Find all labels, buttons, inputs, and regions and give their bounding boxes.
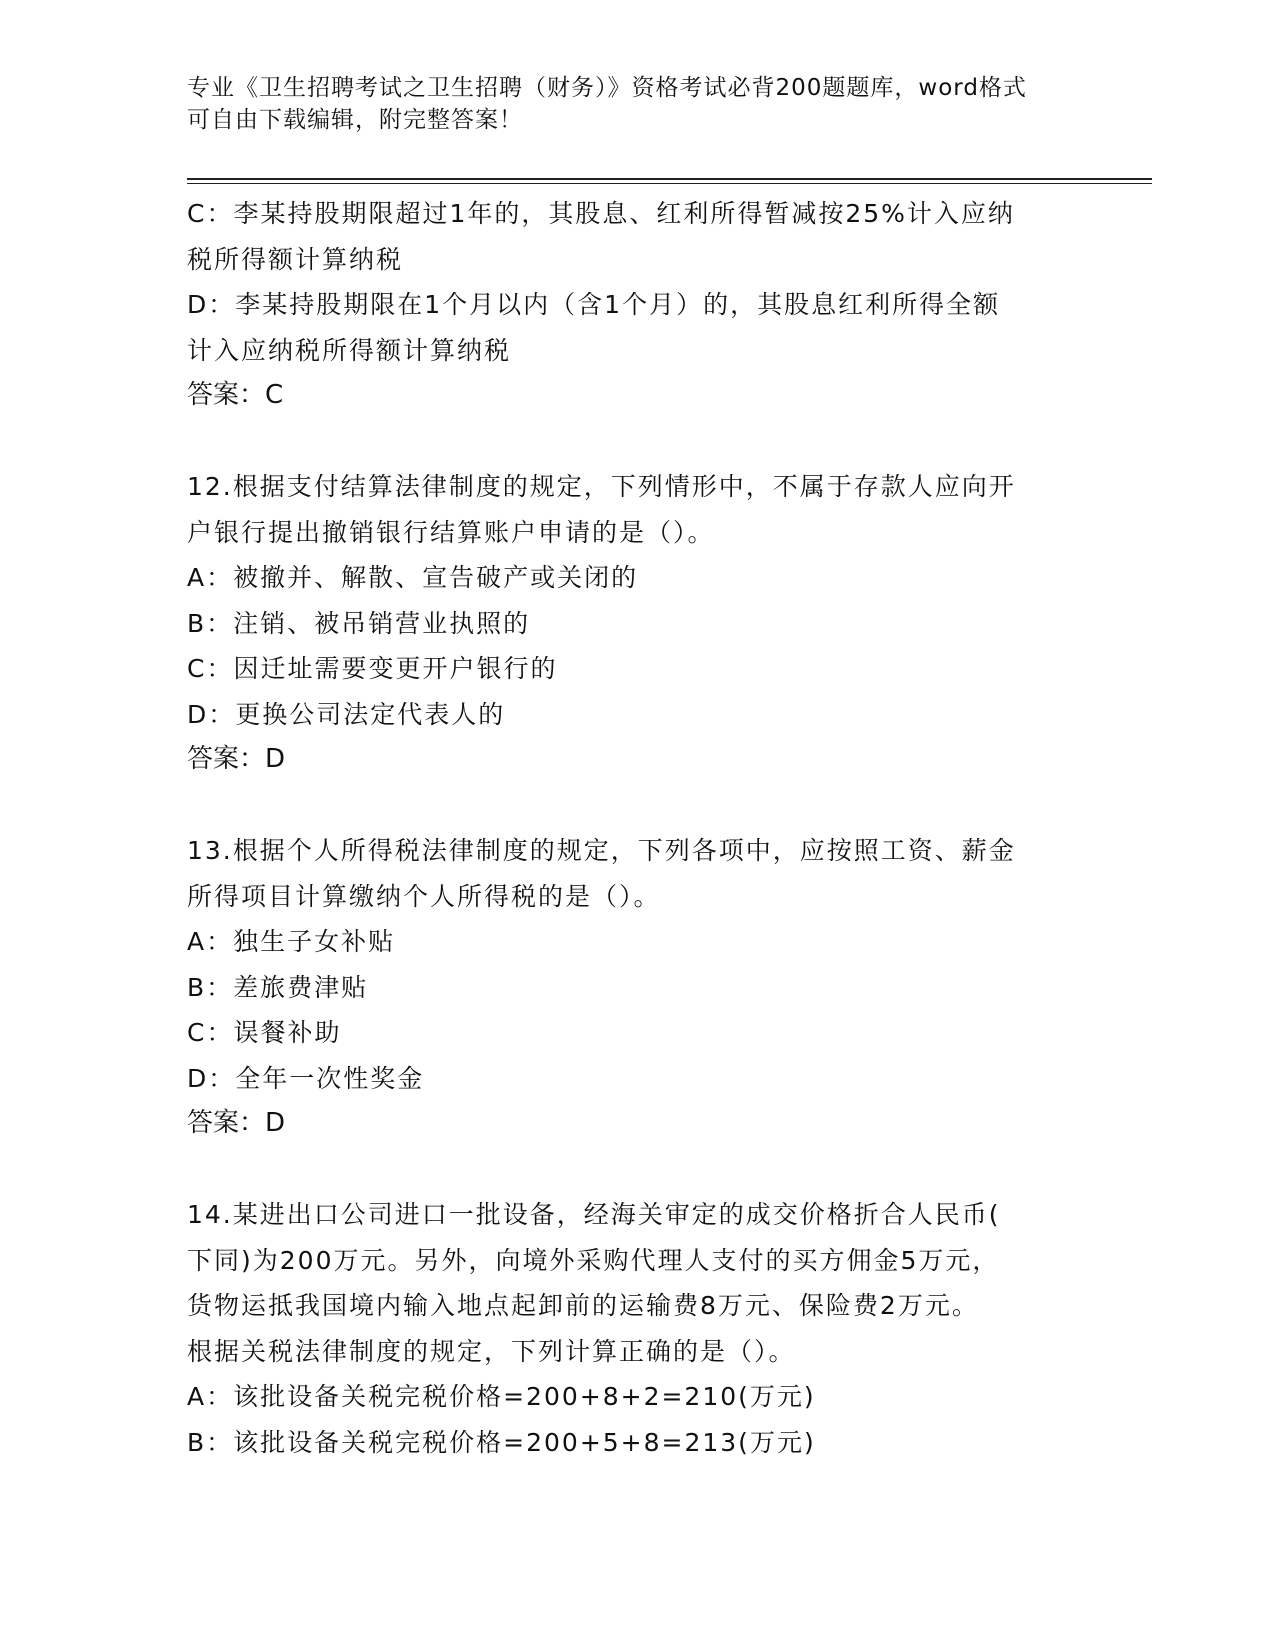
question-content <box>187 191 1087 1465</box>
option-d-line-1: D：李某持股期限在1个月以内（含1个月）的，其股息红利所得全额 <box>187 290 1001 319</box>
question-14 <box>187 1192 1087 1465</box>
option-d-line-2: 计入应纳税所得额计算纳税 <box>187 335 512 365</box>
answer-line: 答案：C <box>187 380 284 410</box>
option-a: A：该批设备关税完税价格=200+8+2=210(万元) <box>187 1382 816 1411</box>
option-d: D：全年一次性奖金 <box>187 1063 425 1093</box>
header-line-1: 专业《卫生招聘考试之卫生招聘（财务）》资格考试必背200题题库，word格式 <box>187 75 1027 101</box>
question-stem-line-1: 14.某进出口公司进口一批设备，经海关审定的成交价格折合人民币( <box>187 1200 1001 1229</box>
option-a: A：被撤并、解散、宣告破产或关闭的 <box>187 563 639 592</box>
question-stem-line-3: 货物运抵我国境内输入地点起卸前的运输费8万元、保险费2万元。 <box>187 1291 979 1320</box>
option-b: B：差旅费津贴 <box>187 972 369 1002</box>
option-d: D：更换公司法定代表人的 <box>187 699 506 729</box>
option-b: B：注销、被吊销营业执照的 <box>187 608 531 638</box>
question-stem-line-1: 12.根据支付结算法律制度的规定，下列情形中，不属于存款人应向开 <box>187 472 1016 501</box>
option-c-line-1: C：李某持股期限超过1年的，其股息、红利所得暂减按25%计入应纳 <box>187 199 1015 228</box>
document-header <box>187 72 1087 136</box>
option-c: C：因迁址需要变更开户银行的 <box>187 654 558 683</box>
question-stem-line-1: 13.根据个人所得税法律制度的规定，下列各项中，应按照工资、薪金 <box>187 836 1016 865</box>
question-13 <box>187 828 1087 1147</box>
option-a: A：独生子女补贴 <box>187 927 396 956</box>
previous-question-tail <box>187 191 1087 419</box>
header-divider-thin <box>187 183 1152 184</box>
answer-line: 答案：D <box>187 1108 286 1138</box>
question-stem-line-2: 户银行提出撤销银行结算账户申请的是（）。 <box>187 517 715 547</box>
option-c: C：误餐补助 <box>187 1018 342 1047</box>
header-line-2: 可自由下载编辑，附完整答案！ <box>187 107 523 133</box>
option-c-line-2: 税所得额计算纳税 <box>187 244 404 274</box>
question-12 <box>187 464 1087 783</box>
question-stem-line-2: 下同)为200万元。另外，向境外采购代理人支付的买方佣金5万元， <box>187 1245 1000 1275</box>
spacer <box>187 1147 1087 1193</box>
spacer <box>187 419 1087 465</box>
question-stem-line-4: 根据关税法律制度的规定，下列计算正确的是（）。 <box>187 1336 796 1366</box>
header-divider-thick <box>187 178 1152 180</box>
option-b: B：该批设备关税完税价格=200+5+8=213(万元) <box>187 1427 816 1457</box>
answer-line: 答案：D <box>187 744 286 774</box>
spacer <box>187 783 1087 829</box>
question-stem-line-2: 所得项目计算缴纳个人所得税的是（）。 <box>187 881 661 911</box>
